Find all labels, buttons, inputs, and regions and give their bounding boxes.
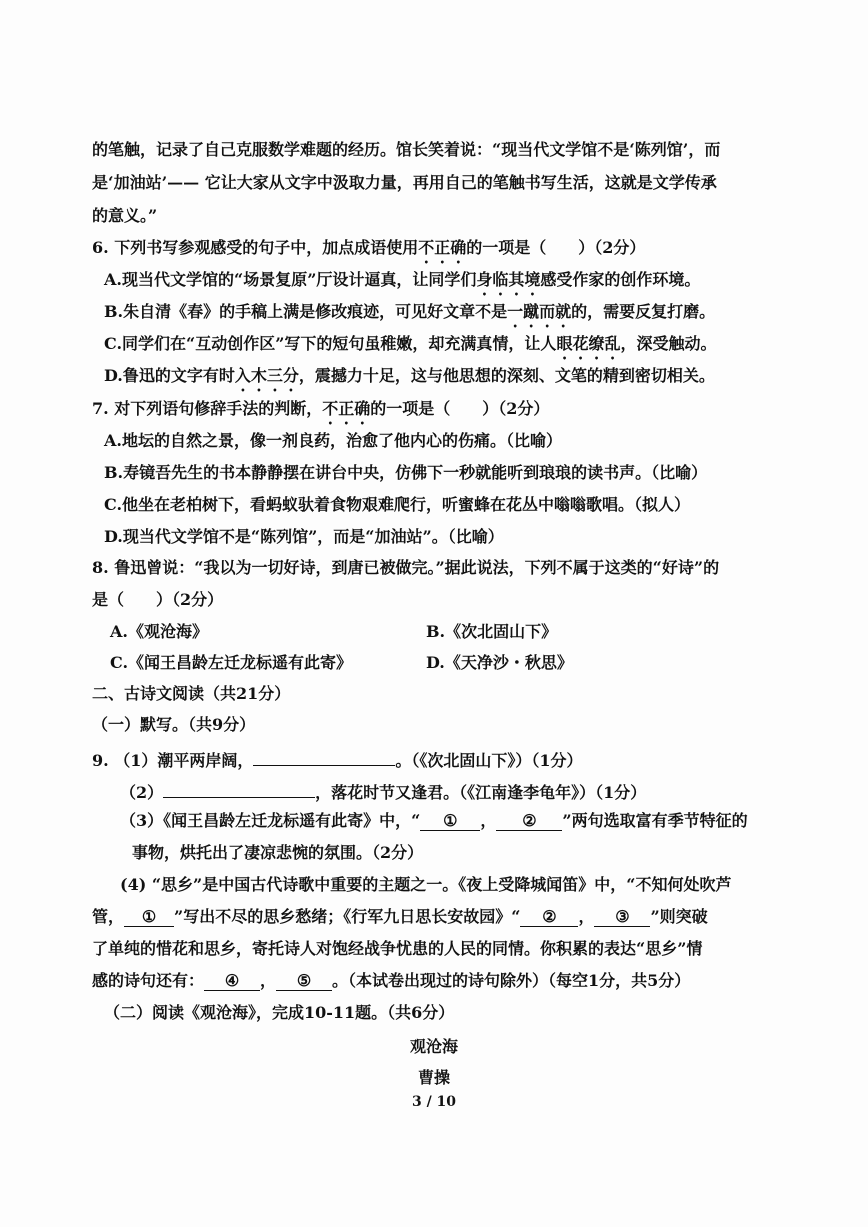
q7-option-b: B.寿镜吾先生的书本静静摆在讲台中央，仿佛下一秒就能听到琅琅的读书声。（比喻） xyxy=(104,463,708,482)
q8-stem-line-1: 8. 鲁迅曾说：“我以为一切好诗，到唐已被做完。”据此说法，下列不属于这类的“好诗”的 xyxy=(92,558,720,577)
answer-blank[interactable] xyxy=(253,747,395,766)
poem-title: 观沧海 xyxy=(409,1037,458,1056)
answer-blank-4[interactable]: ④ xyxy=(204,972,260,991)
q6-option-a: A.现当代文学馆的“场景复原”厅设计逼真，让同学们身临其境感受作家的创作环境。 xyxy=(104,270,701,289)
poem-author: 曹操 xyxy=(417,1068,450,1087)
q9-part-1: 9. （1）潮平两岸阔， 。（《次北固山下》）（1分） xyxy=(92,747,583,771)
intro-line-3: 的意义。” xyxy=(92,206,158,225)
q7-stem: 7. 对下列语句修辞手法的判断，不正确的一项是（ ）（2分） xyxy=(92,399,550,418)
q9-part-4-line-2: 管， ① ”写出不尽的思乡愁绪；《行军九日思长安故园》“ ② ， ③ ”则突破 xyxy=(92,907,708,926)
q7-option-c: C.他坐在老柏树下，看蚂蚁驮着食物艰难爬行，听蜜蜂在花丛中嗡嗡歌唱。（拟人） xyxy=(104,495,691,514)
q9-part-4-line-4: 感的诗句还有： ④ ， ⑤ 。（本试卷出现过的诗句除外）（每空1分，共5分） xyxy=(92,971,691,990)
q8-option-c: C.《闻王昌龄左迁龙标遥有此寄》 xyxy=(110,653,353,672)
q6-option-c: C.同学们在“互动创作区”写下的短句虽稚嫩，却充满真情，让人眼花缭乱，深受触动。 xyxy=(104,334,717,353)
section-title: 二、古诗文阅读（共21分） xyxy=(92,684,291,703)
intro-line-1: 的笔触，记录了自己克服数学难题的经历。馆长笑着说：“现当代文学馆不是‘陈列馆’，而 xyxy=(92,140,721,159)
page-number: 3 / 10 xyxy=(411,1094,457,1110)
subsection-title-2: （二）阅读《观沧海》，完成10-11题。（共6分） xyxy=(104,1003,455,1022)
answer-blank-2[interactable]: ② xyxy=(496,812,562,831)
q8-option-a: A.《观沧海》 xyxy=(110,622,208,641)
answer-blank-1[interactable]: ① xyxy=(124,908,174,927)
answer-blank-1[interactable]: ① xyxy=(420,812,480,831)
emphasis-text: 不正确 xyxy=(418,238,467,257)
q8-option-d: D.《天净沙・秋思》 xyxy=(426,653,573,672)
q8-stem-line-2: 是（ ）（2分） xyxy=(92,590,224,609)
q9-part-3: （3）《闻王昌龄左迁龙标遥有此寄》中，“ ① ， ② ”两句选取富有季节特征的 xyxy=(120,811,748,830)
answer-blank-2[interactable]: ② xyxy=(520,908,578,927)
answer-blank[interactable] xyxy=(163,779,315,798)
q6-stem: 6. 下列书写参观感受的句子中，加点成语使用不正确的一项是（ ）（2分） xyxy=(92,238,646,257)
answer-blank-3[interactable]: ③ xyxy=(594,908,650,927)
q7-option-a: A.地坛的自然之景，像一剂良药，治愈了他内心的伤痛。（比喻） xyxy=(104,431,562,450)
subsection-title-1: （一）默写。（共9分） xyxy=(92,715,256,734)
q9-part-3-cont: 事物，烘托出了凄凉悲惋的氛围。（2分） xyxy=(132,843,424,862)
q8-option-b: B.《次北固山下》 xyxy=(426,622,558,641)
q9-part-4-line-1: (4) “思乡”是中国古代诗歌中重要的主题之一。《夜上受降城闻笛》中，“不知何处吹芦 xyxy=(120,875,732,894)
intro-line-2: 是‘加油站’—— 它让大家从文字中汲取力量，再用自己的笔触书写生活，这就是文学传承 xyxy=(92,173,717,192)
q9-part-4-line-3: 了单纯的惜花和思乡，寄托诗人对饱经战争忧患的人民的同情。你积累的表达“思乡”情 xyxy=(92,939,703,958)
q9-part-2: （2） ，落花时节又逢君。（《江南逢李龟年》）（1分） xyxy=(120,779,646,803)
q7-option-d: D.现当代文学馆不是“陈列馆”，而是“加油站”。（比喻） xyxy=(104,527,504,546)
answer-blank-5[interactable]: ⑤ xyxy=(276,972,332,991)
q6-option-b: B.朱自清《春》的手稿上满是修改痕迹，可见好文章不是一蹴而就的，需要反复打磨。 xyxy=(104,302,716,321)
q6-option-d: D.鲁迅的文字有时入木三分，震撼力十足，这与他思想的深刻、文笔的精到密切相关。 xyxy=(104,366,715,385)
